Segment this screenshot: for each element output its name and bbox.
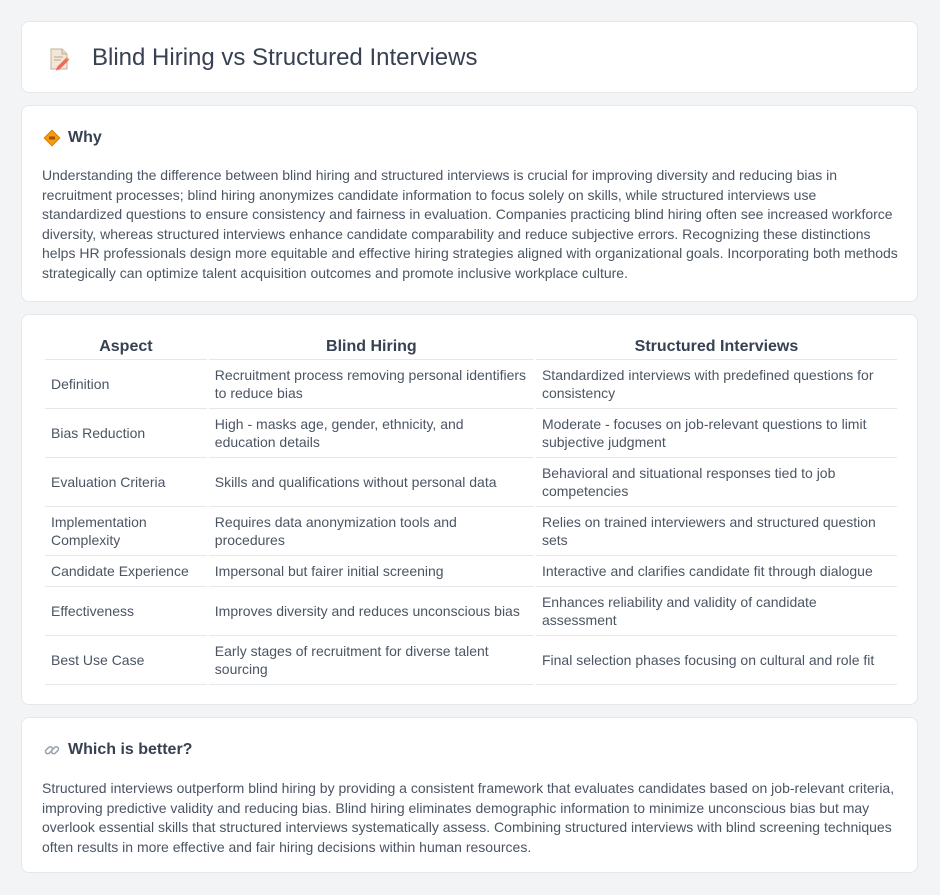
structured-interviews-cell: Final selection phases focusing on cultural and role fit (536, 636, 897, 685)
blind-hiring-cell: Impersonal but fairer initial screening (209, 556, 534, 587)
structured-interviews-cell: Moderate - focuses on job-relevant questions to limit subjective judgment (536, 409, 897, 458)
structured-interviews-cell: Interactive and clarifies candidate fit through dialogue (536, 556, 897, 587)
blind-hiring-cell: Requires data anonymization tools and procedures (209, 507, 534, 556)
aspect-cell: Evaluation Criteria (45, 458, 207, 507)
why-section (21, 105, 918, 302)
table-header-row (45, 337, 897, 360)
table-row (45, 556, 897, 587)
header-card (21, 21, 918, 93)
document-pencil-icon (48, 47, 70, 71)
table-row (45, 507, 897, 556)
better-title: Which is better? (68, 741, 193, 758)
structured-interviews-cell: Relies on trained interviewers and structured question sets (536, 507, 897, 556)
column-header-blind-hiring: Blind Hiring (209, 337, 534, 360)
blind-hiring-cell: Early stages of recruitment for diverse talent sourcing (209, 636, 534, 685)
aspect-cell: Bias Reduction (45, 409, 207, 458)
aspect-cell: Candidate Experience (45, 556, 207, 587)
blind-hiring-cell: High - masks age, gender, ethnicity, and education details (209, 409, 534, 458)
link-icon (43, 741, 61, 759)
table-row (45, 360, 897, 409)
better-text: Structured interviews outperform blind hiring by providing a consistent framework that evaluates candidates based on job-relevant criteria, improving predictive validity and reducing bias. Blind hiring eliminates demographic information to minimize unconscious bias but may overlook essential skills that structured interviews systematically assess. Combining structured interviews with blind screening techniques often results in more effective and fair hiring decisions within human resources. (42, 780, 895, 855)
page-title: Blind Hiring vs Structured Interviews (92, 44, 478, 71)
blind-hiring-cell: Recruitment process removing personal identifiers to reduce bias (209, 360, 534, 409)
structured-interviews-cell: Standardized interviews with predefined questions for consistency (536, 360, 897, 409)
comparison-section (21, 314, 918, 705)
blind-hiring-cell: Improves diversity and reduces unconscious bias (209, 587, 534, 636)
why-text: Understanding the difference between blind hiring and structured interviews is crucial for improving diversity and reducing bias in recruitment processes; blind hiring anonymizes candidate information to focus solely on skills, while structured interviews use standardized questions to ensure consistency and fairness in evaluation. Companies practicing blind hiring often see increased workforce diversity, whereas structured interviews enhance candidate comparability and reduce subjective errors. Recognizing these distinctions helps HR professionals design more equitable and effective hiring strategies aligned with organizational goals. Incorporating both methods strategically can optimize talent acquisition outcomes and promote inclusive workplace culture. (42, 167, 898, 281)
table-row (45, 636, 897, 685)
aspect-cell: Definition (45, 360, 207, 409)
table-row (45, 409, 897, 458)
why-heading (43, 128, 102, 148)
blind-hiring-cell: Skills and qualifications without personal data (209, 458, 534, 507)
why-title: Why (68, 129, 102, 146)
column-header-structured-interviews: Structured Interviews (536, 337, 897, 360)
structured-interviews-cell: Behavioral and situational responses tied to job competencies (536, 458, 897, 507)
comparison-table (43, 337, 899, 685)
aspect-cell: Best Use Case (45, 636, 207, 685)
structured-interviews-cell: Enhances reliability and validity of candidate assessment (536, 587, 897, 636)
column-header-aspect: Aspect (45, 337, 207, 360)
diamond-sign-icon (43, 129, 61, 147)
table-row (45, 587, 897, 636)
which-is-better-section (21, 717, 918, 873)
better-heading (43, 740, 192, 760)
table-row (45, 458, 897, 507)
aspect-cell: Implementation Complexity (45, 507, 207, 556)
aspect-cell: Effectiveness (45, 587, 207, 636)
